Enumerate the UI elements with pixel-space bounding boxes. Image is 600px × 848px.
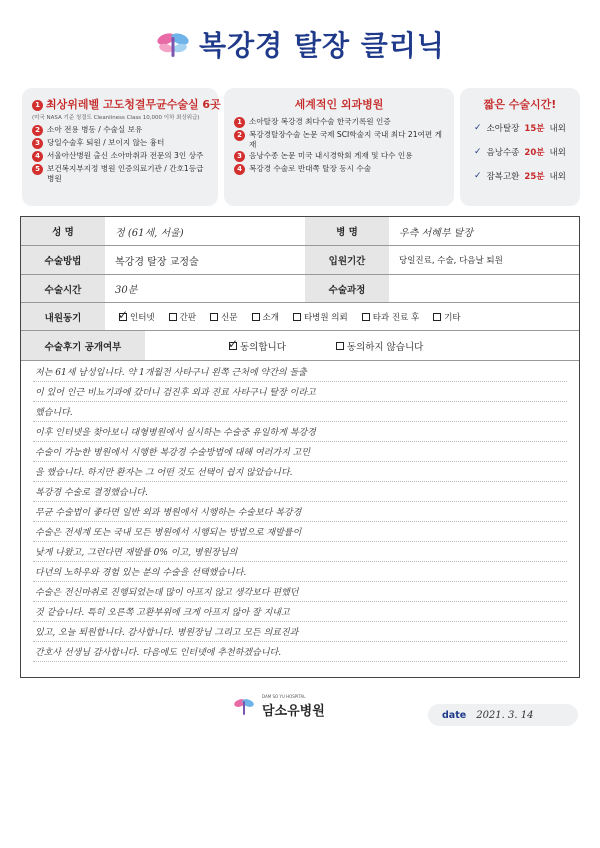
dragonfly-logo-icon — [155, 29, 191, 59]
motive-options — [105, 303, 579, 330]
method-value[interactable]: 복강경 탈장 교정술 — [115, 256, 199, 268]
consent-yes[interactable]: ✓ 동의합니다 — [229, 339, 286, 353]
motive-option-etc[interactable]: 기타 — [433, 311, 460, 323]
name-value[interactable]: 정 (61세, 서울) — [115, 227, 184, 239]
list-item: 4 복강경 수술로 반대쪽 탈장 동시 수술 — [234, 164, 444, 175]
date-value[interactable]: 2021. 3. 14 — [476, 709, 534, 721]
motive-option-sign[interactable]: 간판 — [169, 311, 196, 323]
time-label: 수술시간 — [21, 275, 105, 302]
comment-line: 복강경 수술로 결정했습니다. — [35, 488, 148, 498]
list-item: 2 소아 전용 병동 / 수술실 보유 — [32, 125, 208, 136]
review-form — [20, 216, 580, 678]
time-panel — [460, 88, 580, 206]
hospital-logo — [232, 690, 392, 724]
method-row — [21, 246, 579, 275]
date-field — [428, 704, 578, 726]
motive-option-referral[interactable]: 소개 — [252, 311, 279, 323]
consent-row — [21, 331, 579, 361]
name-row — [21, 217, 579, 246]
surgery-panel — [224, 88, 454, 206]
motive-label: 내원동기 — [21, 303, 105, 330]
method-label: 수술방법 — [21, 246, 105, 274]
check-icon: ✓ — [474, 147, 482, 157]
motive-option-internet[interactable]: ✓ 인터넷 — [119, 311, 155, 323]
page-title: 복강경 탈장 클리닉 — [199, 29, 445, 62]
motive-row — [21, 303, 579, 331]
comment-line: 있고, 오늘 퇴원합니다. 감사합니다. 병원장님 그리고 모든 의료진과 — [35, 628, 299, 638]
comment-line: 을 했습니다. 하지만 환자는 그 어떤 것도 선택이 쉽지 않았습니다. — [35, 468, 293, 478]
facility-panel-subtitle: (미국 NASA 기준 청결도 Cleanliness Class 10,000 이하 최상위급) — [32, 115, 200, 121]
motive-option-newspaper[interactable]: 신문 — [210, 311, 237, 323]
check-icon: ✓ — [474, 171, 482, 181]
comment-line: 저는 61세 남성입니다. 약 1개월전 사타구니 왼쪽 근처에 약간의 돌출 — [35, 368, 307, 378]
list-item: ✓ 소아탈장 15분 내외 — [474, 123, 566, 134]
comment-line: 수술은 전세계 또는 국내 모든 병원에서 시행되는 방법으로 재발률이 — [35, 528, 302, 538]
list-item: 5 보건복지부지정 병원 인증의료기관 / 간호1등급 병원 — [32, 164, 208, 183]
comment-line: 이후 인터넷을 찾아보니 대형병원에서 실시하는 수술중 유일하게 복강경 — [35, 428, 316, 438]
list-item: 1 소아탈장 복강경 최다수술 한국기록원 인증 — [234, 117, 444, 128]
time-panel-title: 짧은 수술시간! — [483, 98, 557, 111]
hospital-name-en: DAM SO YU HOSPITAL — [262, 694, 306, 700]
hospital-mark-icon — [232, 695, 256, 719]
review-comments — [21, 361, 579, 679]
time-value[interactable]: 30분 — [115, 285, 138, 296]
surgery-panel-title: 세계적인 외과병원 — [294, 98, 384, 111]
checkbox-checked — [119, 313, 127, 321]
admission-label: 입원기간 — [305, 246, 389, 274]
name-label: 성 명 — [21, 217, 105, 245]
diagnosis-value[interactable]: 우측 서혜부 탈장 — [399, 227, 473, 239]
motive-option-other-hospital[interactable]: 타병원 의뢰 — [293, 311, 348, 323]
list-item: 3 음낭수종 논문 미국 내시경학회 게재 및 다수 인용 — [234, 151, 444, 162]
comment-line: 했습니다. — [35, 408, 73, 418]
list-item: 2 복강경탈장수술 논문 국제 SCI학술지 국내 최다 21여편 게재 — [234, 130, 444, 149]
facility-panel-title: 1 최상위레벨 고도청결무균수술실 6곳 — [32, 96, 208, 112]
hospital-name: 담소유병원 — [262, 703, 325, 719]
comment-line: 이 있어 인근 비뇨기과에 갔더니 검진후 외과 진료 사타구니 탈장 이라고 — [35, 388, 316, 398]
comment-line: 다년의 노하우와 경험 있는 분의 수술을 선택했습니다. — [35, 568, 247, 578]
list-item: 3 당일수술후 퇴원 / 보이지 않는 흉터 — [32, 138, 208, 149]
course-label: 수술과정 — [305, 275, 389, 302]
consent-no[interactable]: 동의하지 않습니다 — [336, 339, 423, 353]
list-item: ✓ 음낭수종 20분 내외 — [474, 147, 566, 158]
facility-panel — [22, 88, 221, 206]
info-panels — [22, 88, 580, 206]
comment-line: 간호사 선생님 감사합니다. 다음에도 인터넷에 추천하겠습니다. — [35, 648, 282, 658]
admission-value[interactable]: 당일진료, 수술, 다음날 퇴원 — [399, 256, 503, 266]
comment-line: 수술은 전신마취로 진행되었는데 많이 아프지 않고 생각보다 편했던 — [35, 588, 299, 598]
comment-line: 것 같습니다. 특히 오른쪽 고환부위에 크게 아프지 않아 잘 지내고 — [35, 608, 290, 618]
date-label: date — [442, 709, 467, 721]
list-item: 4 서울아산병원 출신 소아마취과 전문의 3인 상주 — [32, 151, 208, 162]
comment-line: 무균 수술법이 좋다면 일반 외과 병원에서 시행하는 수술보다 복강경 — [35, 508, 302, 518]
list-item: ✓ 잠복고환 25분 내외 — [474, 171, 566, 182]
consent-options — [145, 331, 579, 360]
diagnosis-label: 병 명 — [305, 217, 389, 245]
consent-label: 수술후기 공개여부 — [21, 331, 145, 360]
page-header — [0, 22, 600, 66]
check-icon: ✓ — [474, 123, 482, 133]
time-row — [21, 275, 579, 303]
motive-option-other-dept[interactable]: 타과 진료 후 — [362, 311, 419, 323]
course-value[interactable] — [389, 275, 579, 302]
comment-line: 낮게 나왔고, 그런다면 재발률 0% 이고, 병원장님의 — [35, 548, 238, 558]
comment-line: 수술이 가능한 병원에서 시행한 복강경 수술방법에 대해 여러가지 고민 — [35, 448, 311, 458]
